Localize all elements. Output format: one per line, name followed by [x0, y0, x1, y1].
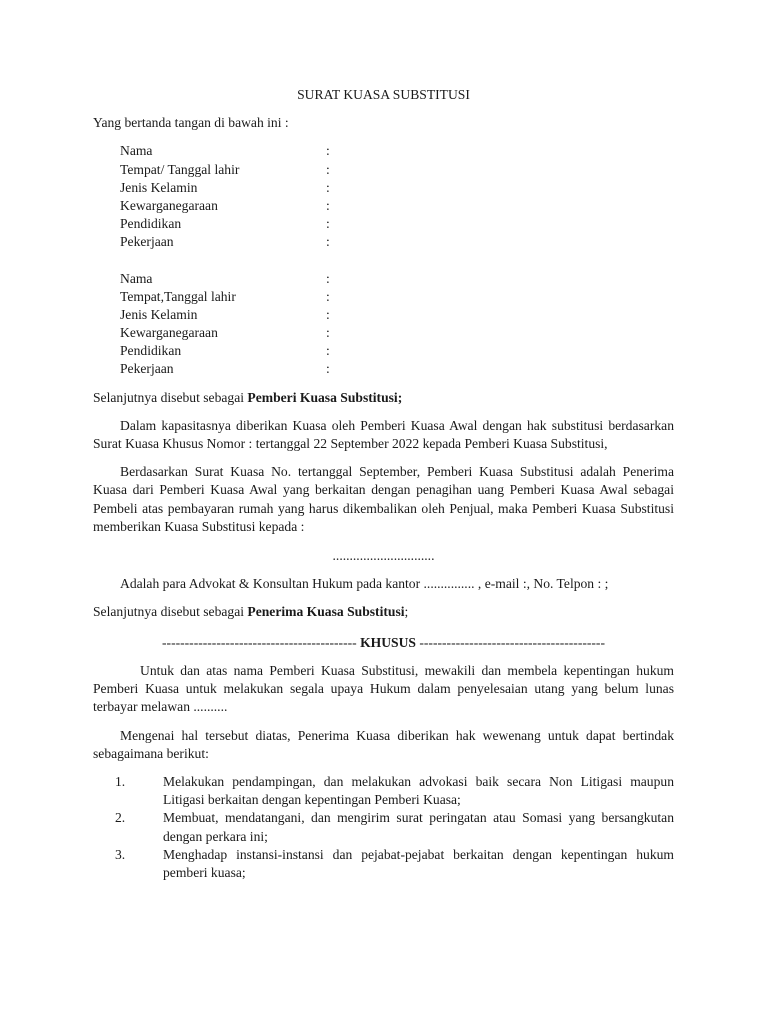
field-colon: : — [326, 270, 330, 286]
list-item — [93, 809, 674, 845]
penerima-bold: Penerima Kuasa Substitusi — [247, 604, 405, 620]
field-row — [120, 306, 674, 324]
paragraph-mengenai: Mengenai hal tersebut diatas, Penerima Kuasa diberikan hak wewenang untuk dapat bertindak sebagaimana berikut: — [93, 727, 674, 761]
placeholder-dots: .............................. — [332, 548, 435, 564]
field-label: Jenis Kelamin — [120, 179, 198, 195]
penerima-suffix: ; — [404, 604, 409, 620]
field-colon: : — [326, 179, 330, 195]
field-colon: : — [326, 343, 330, 359]
person2-fields — [120, 270, 674, 379]
field-label: Nama — [120, 270, 153, 286]
list-number: 2. — [115, 810, 126, 826]
list-number: 1. — [115, 773, 126, 789]
field-label: Nama — [120, 143, 153, 159]
intro-text: Yang bertanda tangan di bawah ini : — [93, 115, 289, 131]
khusus-heading — [93, 634, 674, 652]
field-label: Pendidikan — [120, 216, 182, 232]
penerima-kuasa-line — [93, 603, 674, 621]
field-row — [120, 360, 674, 378]
paragraph-kapasitas: Dalam kapasitasnya diberikan Kuasa oleh Pemberi Kuasa Awal dengan hak substitusi berdasarkan Surat Kuasa Khusus Nomor : tertanggal 22 September 2022 kepada Pemberi Kuasa Substitusi, — [93, 417, 674, 452]
field-row — [120, 324, 674, 342]
field-label: Kewarganegaraan — [120, 197, 218, 213]
field-colon: : — [326, 143, 330, 159]
khusus-label: KHUSUS — [360, 634, 416, 650]
person1-fields — [120, 142, 674, 251]
field-label: Jenis Kelamin — [120, 306, 198, 322]
penerima-prefix: Selanjutnya disebut sebagai — [93, 604, 248, 620]
khusus-dashes-left: ------------------------------------------- — [162, 634, 361, 650]
field-label: Tempat/ Tanggal lahir — [120, 161, 240, 177]
paragraph-berdasarkan: Berdasarkan Surat Kuasa No. tertanggal September, Pemberi Kuasa Substitusi adalah Penerima Kuasa dari Pemberi Kuasa Awal yang berkaitan dengan penagihan uang Pemberi Kuasa Awal sebagai Pembeli atas pembayaran rumah yang harus dikembalikan oleh Penjual, maka Pemberi Kuasa Substitusi memberikan Kuasa Substitusi kepada : — [93, 464, 674, 534]
field-colon: : — [326, 216, 330, 232]
field-colon: : — [326, 325, 330, 341]
list-number: 3. — [115, 846, 126, 862]
paragraph-untuk-dan-atas-nama: Untuk dan atas nama Pemberi Kuasa Substitusi, mewakili dan membela kepentingan hukum Pemberi Kuasa untuk melakukan segala upaya Hukum dalam penyelesaian utang yang belum lunas terbayar melawan .......... — [93, 662, 674, 715]
list-text: Melakukan pendampingan, dan melakukan advokasi baik secara Non Litigasi maupun Litigasi berkaitan dengan kepentingan Pemberi Kuasa; — [163, 773, 674, 808]
pemberi-bold: Pemberi Kuasa Substitusi; — [247, 389, 403, 405]
field-label: Pekerjaan — [120, 361, 174, 377]
field-row — [120, 197, 674, 215]
document-page — [93, 86, 674, 882]
field-colon: : — [326, 306, 330, 322]
pemberi-kuasa-line — [93, 389, 674, 407]
list-text: Membuat, mendatangani, dan mengirim surat peringatan atau Somasi yang bersangkutan dengan perkara ini; — [163, 810, 674, 844]
field-row — [120, 288, 674, 306]
pemberi-prefix: Selanjutnya disebut sebagai — [93, 389, 248, 405]
field-row — [120, 179, 674, 197]
list-item — [93, 846, 674, 882]
spacer — [93, 252, 674, 270]
field-row — [120, 215, 674, 233]
field-row — [120, 233, 674, 251]
field-row — [120, 161, 674, 179]
khusus-dashes-right: ----------------------------------------- — [415, 634, 605, 650]
field-row — [120, 142, 674, 160]
field-label: Tempat,Tanggal lahir — [120, 288, 236, 304]
field-label: Kewarganegaraan — [120, 325, 218, 341]
field-row — [120, 342, 674, 360]
paragraph-advokat: Adalah para Advokat & Konsultan Hukum pada kantor ............... , e-mail :, No. Telpon : ; — [120, 576, 609, 592]
field-colon: : — [326, 161, 330, 177]
powers-list — [93, 773, 674, 882]
list-text: Menghadap instansi-instansi dan pejabat-pejabat berkaitan dengan kepentingan hukum pemberi kuasa; — [163, 846, 674, 880]
list-item — [93, 773, 674, 809]
field-colon: : — [326, 288, 330, 304]
field-colon: : — [326, 234, 330, 250]
document-title: SURAT KUASA SUBSTITUSI — [297, 87, 470, 102]
field-label: Pendidikan — [120, 343, 182, 359]
field-row — [120, 270, 674, 288]
field-label: Pekerjaan — [120, 234, 174, 250]
field-colon: : — [326, 197, 330, 213]
field-colon: : — [326, 361, 330, 377]
